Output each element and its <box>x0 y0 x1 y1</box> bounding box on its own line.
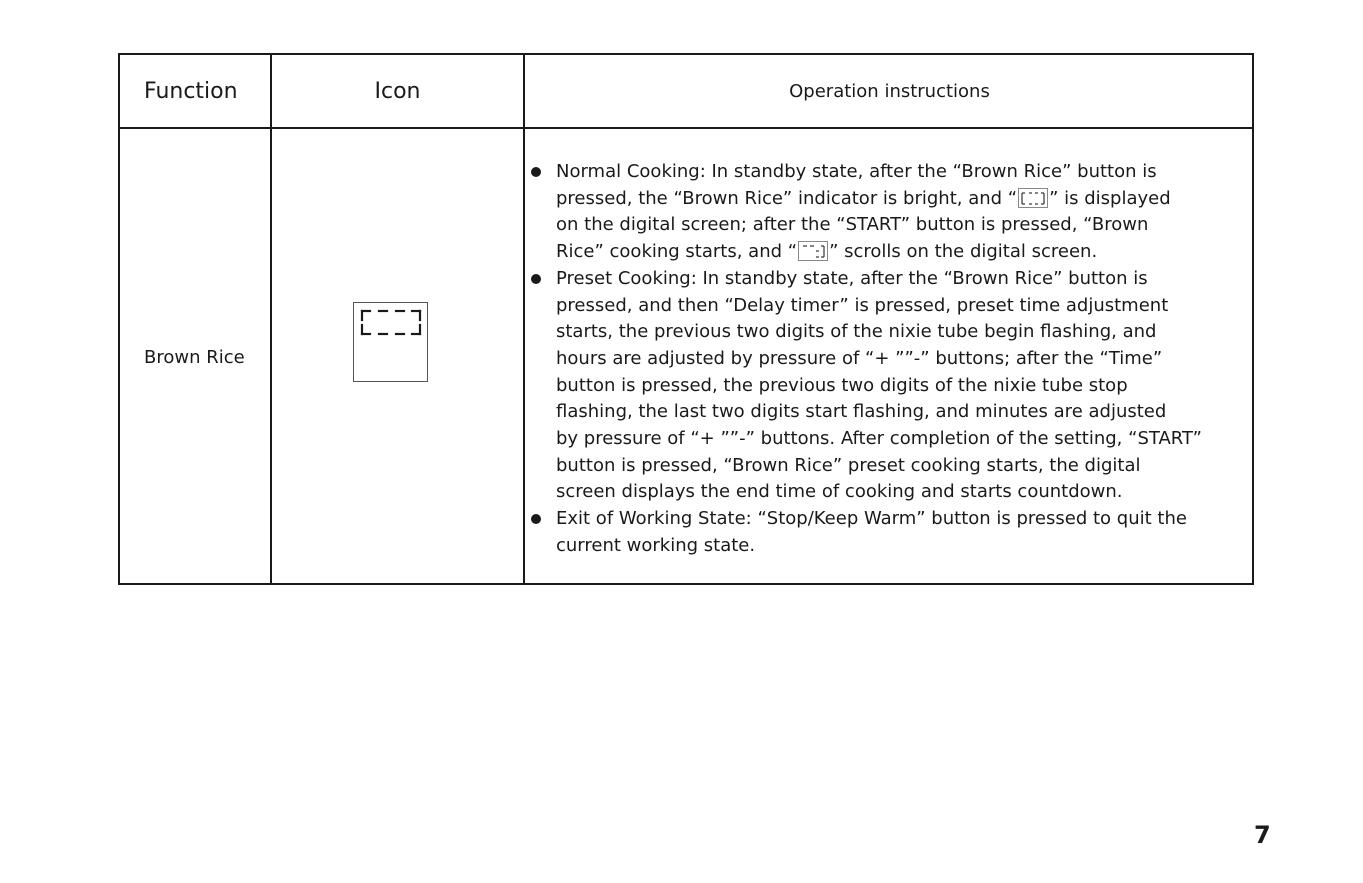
instruction-text: pressed, the “Brown Rice” indicator is bright, and “ <box>556 187 1018 209</box>
header-function: Function <box>144 78 238 104</box>
header-divider <box>120 127 1252 129</box>
operation-instructions-list <box>530 159 1220 560</box>
column-divider <box>523 55 525 583</box>
instruction-line: screen displays the end time of cooking and starts countdown. <box>556 481 1123 503</box>
bullet-preset-cooking <box>530 266 1220 506</box>
instruction-line: button is pressed, “Brown Rice” preset cooking starts, the digital <box>556 454 1141 476</box>
header-icon: Icon <box>374 78 421 104</box>
bullet-dot-icon <box>531 167 541 177</box>
instruction-line <box>556 186 1220 213</box>
display-pattern-icon <box>1018 188 1048 208</box>
instruction-line <box>556 239 1220 266</box>
column-divider <box>270 55 272 583</box>
instruction-text: Rice” cooking starts, and “ <box>556 241 798 263</box>
instruction-line: hours are adjusted by pressure of “+ ””-” buttons; after the “Time” <box>556 347 1163 369</box>
instruction-line: Normal Cooking: In standby state, after the “Brown Rice” button is <box>556 161 1157 182</box>
instruction-line: on the digital screen; after the “START” button is pressed, “Brown <box>556 214 1149 236</box>
function-cell-brown-rice: Brown Rice <box>144 346 245 368</box>
bullet-dot-icon <box>531 274 541 284</box>
brown-rice-segment-icon <box>353 302 428 382</box>
instruction-table <box>118 53 1254 585</box>
scrolling-pattern-icon <box>798 241 828 261</box>
instruction-line: Exit of Working State: “Stop/Keep Warm” button is pressed to quit the <box>556 508 1187 530</box>
instruction-line: current working state. <box>556 534 756 556</box>
bullet-normal-cooking <box>530 159 1220 266</box>
bullet-exit-working-state <box>530 506 1220 559</box>
instruction-line: Preset Cooking: In standby state, after the “Brown Rice” button is <box>556 267 1148 289</box>
header-operation-instructions: Operation instructions <box>789 80 990 102</box>
instruction-line: by pressure of “+ ””-” buttons. After completion of the setting, “START” <box>556 428 1202 450</box>
bullet-dot-icon <box>531 514 541 524</box>
instruction-line: button is pressed, the previous two digits of the nixie tube stop <box>556 374 1128 396</box>
instruction-line: pressed, and then “Delay timer” is pressed, preset time adjustment <box>556 294 1169 316</box>
instruction-line: starts, the previous two digits of the nixie tube begin flashing, and <box>556 321 1157 343</box>
instruction-line: flashing, the last two digits start flashing, and minutes are adjusted <box>556 401 1167 423</box>
instruction-text: ” is displayed <box>1049 187 1171 209</box>
page-number: 7 <box>1254 821 1271 849</box>
instruction-text: ” scrolls on the digital screen. <box>829 241 1098 263</box>
